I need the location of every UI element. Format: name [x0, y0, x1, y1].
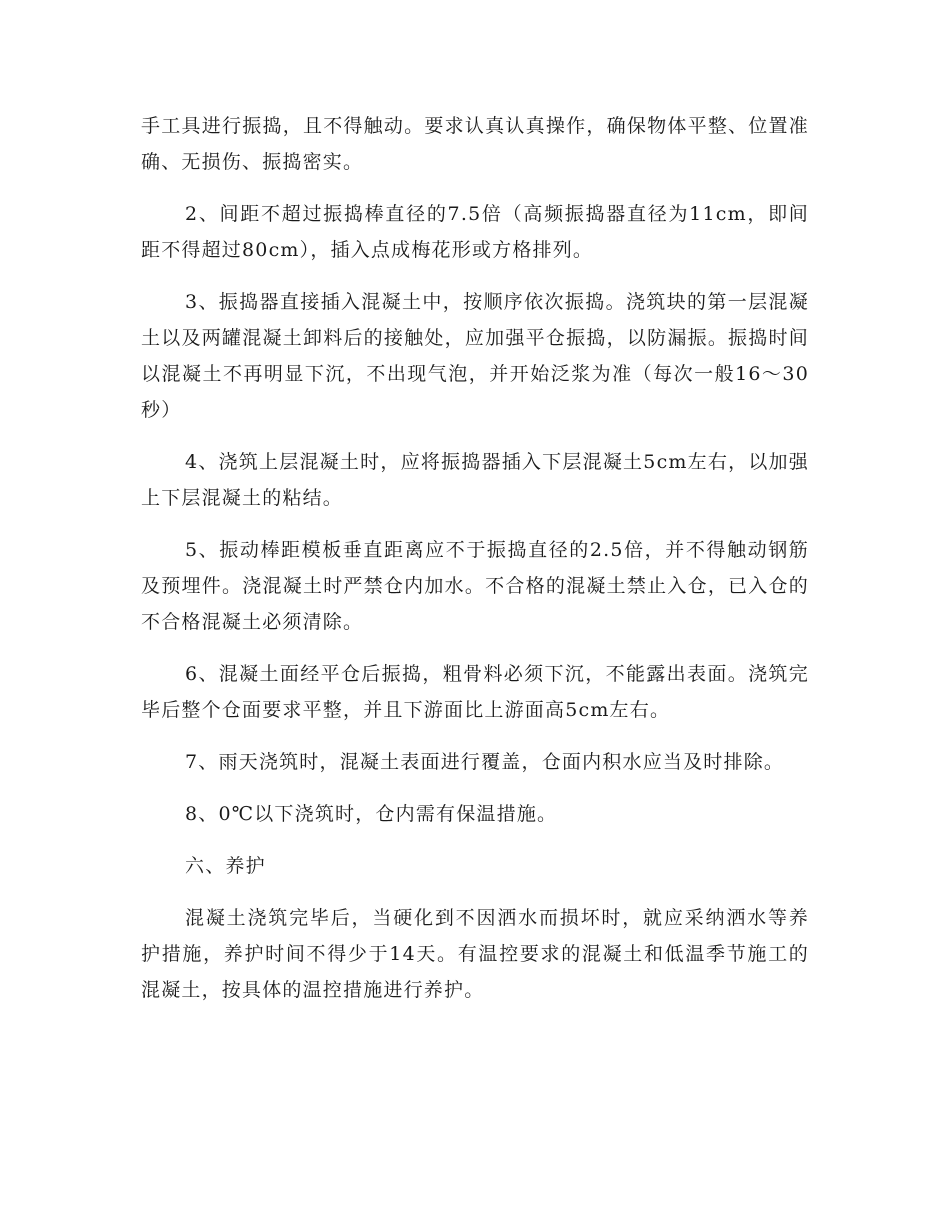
- section-heading-curing: 六、养护: [185, 855, 266, 877]
- paragraph-item-4-upper-layer: 4、浇筑上层混凝土时，应将振捣器插入下层混凝土5cm左右，以加强上下层混凝土的粘结。: [141, 451, 809, 509]
- paragraph-item-8-cold: 8、0℃以下浇筑时，仓内需有保温措施。: [185, 803, 558, 825]
- paragraph-item-6-surface: 6、混凝土面经平仓后振捣，粗骨料必须下沉，不能露出表面。浇筑完毕后整个仓面要求平整，并且下游面比上游面高5cm左右。: [141, 663, 809, 721]
- paragraph-item-3-insertion: 3、振捣器直接插入混凝土中，按顺序依次振捣。浇筑块的第一层混凝土以及两罐混凝土卸料后的接触处，应加强平仓振捣，以防漏振。振捣时间以混凝土不再明显下沉，不出现气泡，并开始泛浆为准（每次一般16～30秒）: [141, 291, 809, 421]
- paragraph-curing: 混凝土浇筑完毕后，当硬化到不因洒水而损坏时，就应采纳洒水等养护措施，养护时间不得少于14天。有温控要求的混凝土和低温季节施工的混凝土，按具体的温控措施进行养护。: [141, 907, 809, 1001]
- paragraph-item-7-rain: 7、雨天浇筑时，混凝土表面进行覆盖，仓面内积水应当及时排除。: [185, 751, 785, 773]
- document-body: [141, 108, 809, 1024]
- paragraph-vibration-tools: 手工具进行振捣，且不得触动。要求认真认真操作，确保物体平整、位置准确、无损伤、振捣密实。: [141, 115, 809, 173]
- paragraph-item-5-formwork: 5、振动棒距模板垂直距离应不于振捣直径的2.5倍，并不得触动钢筋及预埋件。浇混凝土时严禁仓内加水。不合格的混凝土禁止入仓，已入仓的不合格混凝土必须清除。: [141, 539, 809, 633]
- paragraph-item-2-spacing: 2、间距不超过振捣棒直径的7.5倍（高频振捣器直径为11cm，即间距不得超过80cm），插入点成梅花形或方格排列。: [141, 203, 809, 261]
